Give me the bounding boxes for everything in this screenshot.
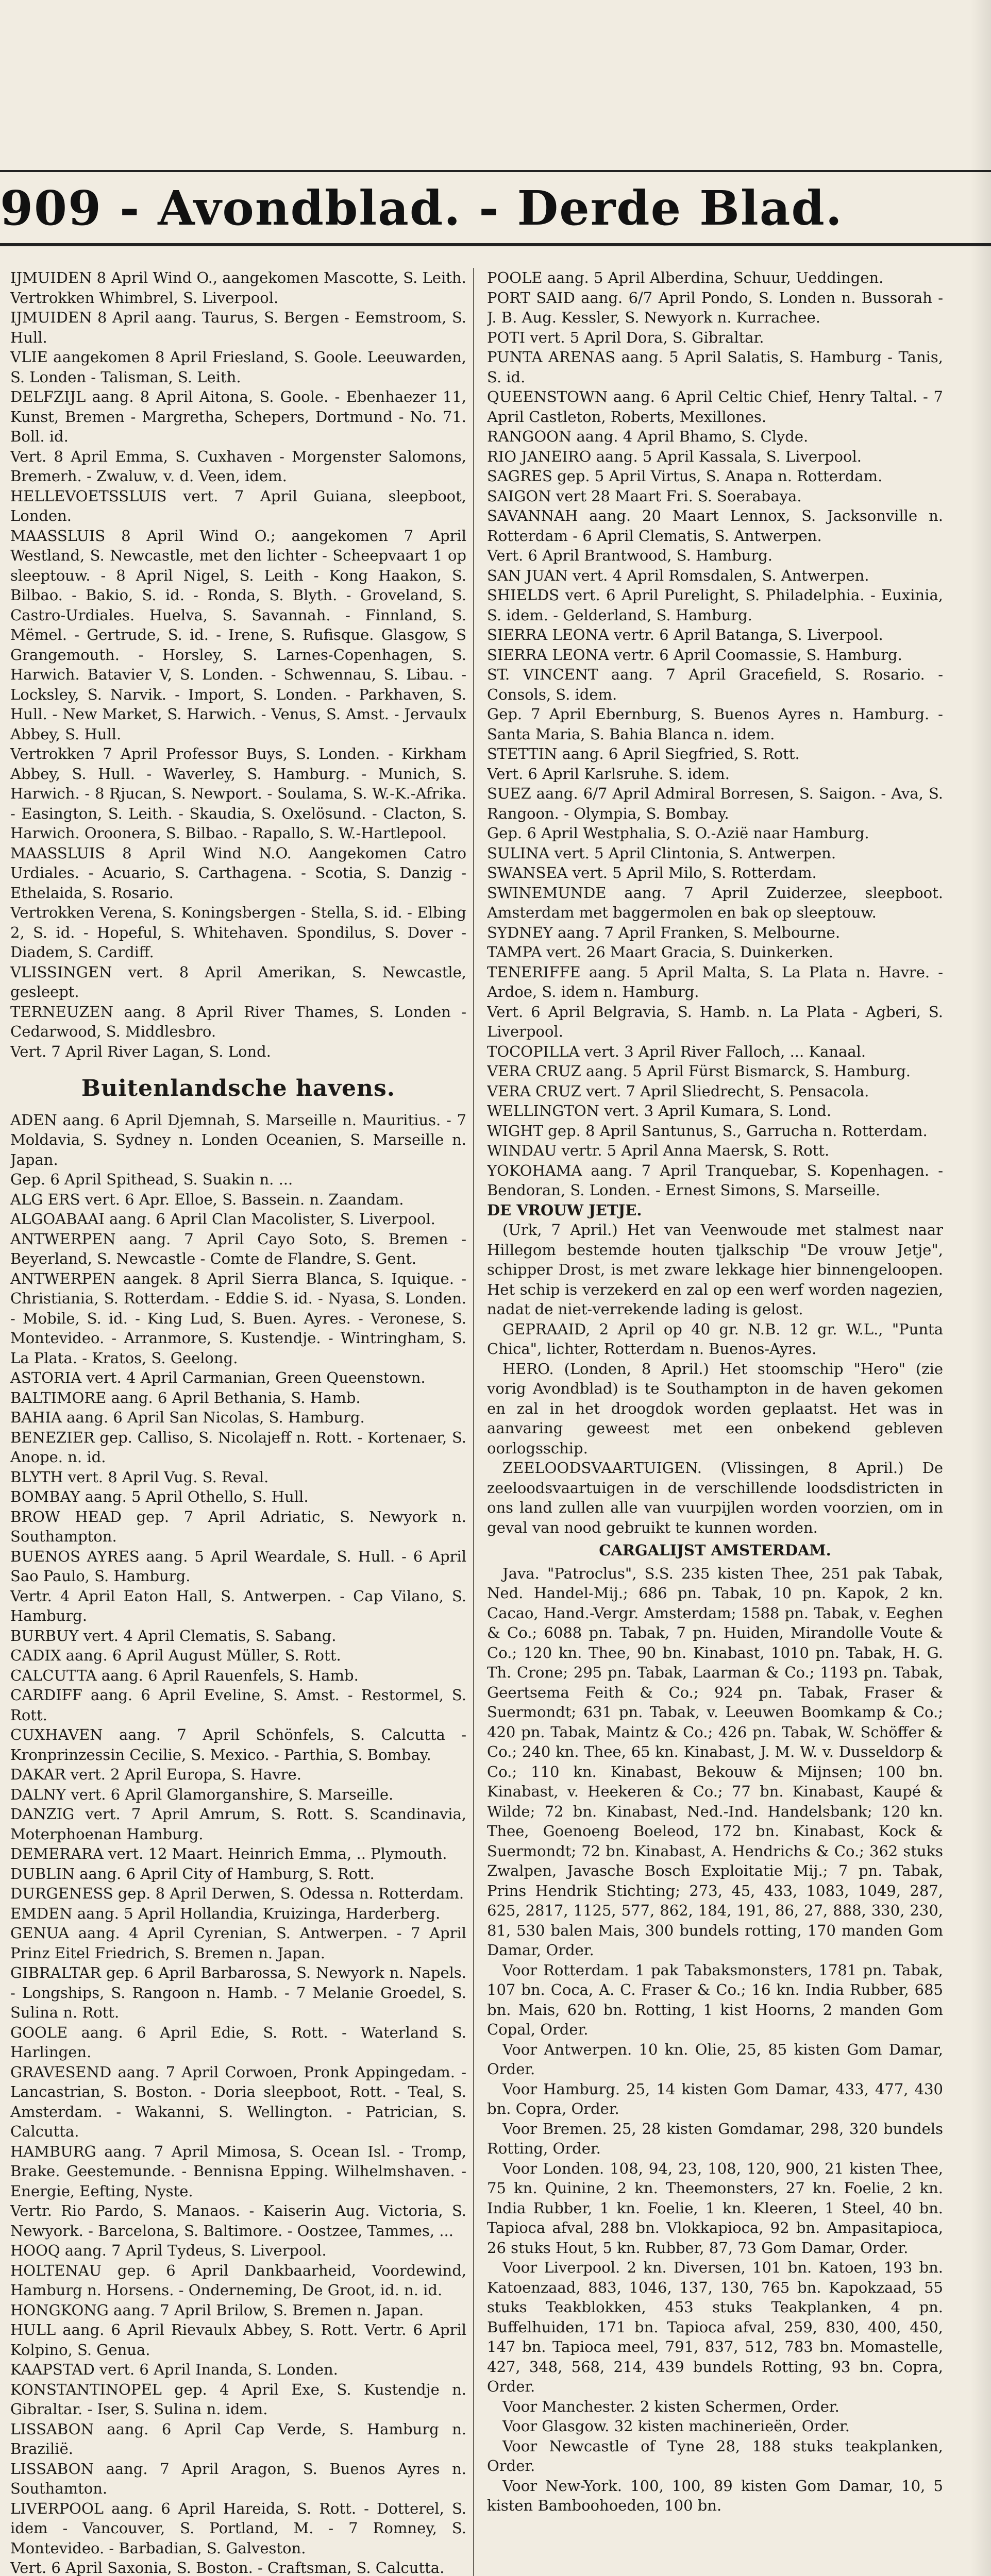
shipping-entry: DANZIG vert. 7 April Amrum, S. Rott. S. Scandinavia, Moterphoenan Hamburg. (10, 1805, 466, 1843)
shipping-entry: TOCOPILLA vert. 3 April River Falloch, ... Kanaal. (487, 1042, 866, 1060)
shipping-entry: KONSTANTINOPEL gep. 4 April Exe, S. Kustendje n. Gibraltar. - Iser, S. Sulina n. idem. (10, 2380, 466, 2418)
shipping-entry: ST. VINCENT aang. 7 April Gracefield, S. Rosario. - Consols, S. idem. (487, 666, 943, 703)
right-column (487, 268, 943, 2576)
shipping-entry: MAASSLUIS 8 April Wind N.O. Aangekomen Catro Urdiales. - Acuario, S. Carthagena. - Scotia, S. Danzig - Ethelaida, S. Rosario. (10, 844, 466, 902)
shipping-entry: YOKOHAMA aang. 7 April Tranquebar, S. Kopenhagen. - Bendoran, S. Londen. - Ernest Simons, S. Marseille. (487, 1161, 943, 1199)
shipping-entry: BAHIA aang. 6 April San Nicolas, S. Hamburg. (10, 1409, 365, 1426)
shipping-entry: PORT SAID aang. 6/7 April Pondo, S. Londen n. Bussorah - J. B. Aug. Kessler, S. Newyork n. Kurrachee. (487, 289, 943, 326)
shipping-entry: SAVANNAH aang. 20 Maart Lennox, S. Jacksonville n. Rotterdam - 6 April Clematis, S. Antwerpen. (487, 507, 943, 545)
page-title: 909 - Avondblad. - Derde Blad. (0, 180, 843, 236)
header-rule-top (0, 170, 991, 172)
shipping-entry: Vert. 6 April Saxonia, S. Boston. - Craftsman, S. Calcutta. (10, 2559, 445, 2576)
shipping-entry: Gep. 6 April Spithead, S. Suakin n. ... (10, 1171, 293, 1188)
news-paragraph: (Urk, 7 April.) Het van Veenwoude met stalmest naar Hillegom bestemde houten tjalkschip "De vrouw Jetje", schipper Drost, is met zware lekkage hier binnengeloopen. Het schip is verzekerd en zal op een werf worden nagezien, nadat de niet-verrekende lading is gelost. (487, 1221, 943, 1318)
shipping-entry: SIERRA LEONA vertr. 6 April Batanga, S. Liverpool. (487, 626, 883, 643)
shipping-entry: GIBRALTAR gep. 6 April Barbarossa, S. Newyork n. Napels. - Longships, S. Rangoon n. Hamb. - 7 Melanie Groedel, S. Sulina n. Rott. (10, 1964, 466, 2021)
shipping-entry: POOLE aang. 5 April Alberdina, Schuur, Ueddingen. (487, 269, 884, 286)
shipping-entry: Vertrokken Whimbrel, S. Liverpool. (10, 289, 279, 307)
shipping-entry: ASTORIA vert. 4 April Carmanian, Green Queenstown. (10, 1369, 426, 1386)
shipping-entry: WIGHT gep. 8 April Santunus, S., Garrucha n. Rotterdam. (487, 1122, 928, 1140)
shipping-entry: SAGRES gep. 5 April Virtus, S. Anapa n. Rotterdam. (487, 467, 883, 485)
shipping-entry: VERA CRUZ vert. 7 April Sliedrecht, S. Pensacola. (487, 1082, 869, 1100)
shipping-entry: SAN JUAN vert. 4 April Romsdalen, S. Antwerpen. (487, 566, 869, 584)
shipping-entry: HAMBURG aang. 7 April Mimosa, S. Ocean Isl. - Tromp, Brake. Geestemunde. - Bennisna Epping. Wilhelmshaven. - Energie, Eefting, Nyste. (10, 2142, 466, 2200)
shipping-entry: Vert. 6 April Karlsruhe. S. idem. (487, 765, 730, 783)
shipping-entry: SUEZ aang. 6/7 April Admiral Borresen, S. Saigon. - Ava, S. Rangoon. - Olympia, S. Bombay. (487, 785, 943, 822)
shipping-entry: STETTIN aang. 6 April Siegfried, S. Rott. (487, 745, 800, 762)
shipping-entry: TENERIFFE aang. 5 April Malta, S. La Plata n. Havre. - Ardoe, S. idem n. Hamburg. (487, 963, 943, 1001)
shipping-entry: SHIELDS vert. 6 April Purelight, S. Philadelphia. - Euxinia, S. idem. - Gelderland, S. Hamburg. (487, 586, 943, 624)
shipping-entry: POTI vert. 5 April Dora, S. Gibraltar. (487, 328, 764, 346)
shipping-entry: CADIX aang. 6 April August Müller, S. Rott. (10, 1647, 341, 1664)
shipping-entry: HOOQ aang. 7 April Tydeus, S. Liverpool. (10, 2242, 327, 2259)
shipping-entry: SWANSEA vert. 5 April Milo, S. Rotterdam. (487, 864, 817, 882)
news-paragraph: ZEELOODSVAARTUIGEN. (Vlissingen, 8 April.) De zeeloodsvaartuigen in de verschillende loodsdistricten in ons land zullen alle van vuurpijlen worden voorzien, om in geval van nood gebruikt te kunnen worden. (487, 1459, 943, 1536)
shipping-entry: SULINA vert. 5 April Clintonia, S. Antwerpen. (487, 844, 836, 862)
cargo-paragraph: Voor Hamburg. 25, 14 kisten Gom Damar, 433, 477, 430 bn. Copra, Order. (487, 2080, 943, 2117)
page-edge-shadow (970, 0, 991, 2576)
shipping-entry: TAMPA vert. 26 Maart Gracia, S. Duinkerken. (487, 943, 833, 961)
shipping-entry: Vert. 7 April River Lagan, S. Lond. (10, 1042, 271, 1060)
shipping-entry: DURGENESS gep. 8 April Derwen, S. Odessa n. Rotterdam. (10, 1885, 464, 1902)
shipping-entry: SAIGON vert 28 Maart Fri. S. Soerabaya. (487, 487, 802, 505)
shipping-entry: Vertrokken Verena, S. Koningsbergen - Stella, S. id. - Elbing 2, S. id. - Hopeful, S. Whitehaven. Spondilus, S. Dover - Diadem, S. Cardiff. (10, 904, 466, 961)
shipping-entry: EMDEN aang. 5 April Hollandia, Kruizinga, Harderberg. (10, 1904, 441, 1922)
shipping-entry: VLIE aangekomen 8 April Friesland, S. Goole. Leeuwarden, S. Londen - Talisman, S. Leith. (10, 348, 466, 386)
shipping-reports-domestic (10, 268, 466, 1061)
shipping-entry: IJMUIDEN 8 April Wind O., aangekomen Mascotte, S. Leith. (10, 269, 466, 286)
shipping-entry: VLISSINGEN vert. 8 April Amerikan, S. Newcastle, gesleept. (10, 963, 466, 1001)
shipping-entry: BALTIMORE aang. 6 April Bethania, S. Hamb. (10, 1388, 361, 1406)
shipping-entry: WELLINGTON vert. 3 April Kumara, S. Lond. (487, 1102, 832, 1120)
shipping-entry: BENEZIER gep. Calliso, S. Nicolajeff n. Rott. - Kortenaer, S. Anope. n. id. (10, 1428, 466, 1466)
shipping-entry: Vertr. 4 April Eaton Hall, S. Antwerpen. - Cap Vilano, S. Hamburg. (10, 1587, 466, 1624)
shipping-entry: Vertr. Rio Pardo, S. Manaos. - Kaiserin Aug. Victoria, S. Newyork. - Barcelona, S. Baltimore. - Oostzee, Tammes, ... (10, 2202, 466, 2240)
shipping-entry: Gep. 7 April Ebernburg, S. Buenos Ayres n. Hamburg. - Santa Maria, S. Bahia Blanca n. idem. (487, 705, 943, 743)
shipping-entry: ADEN aang. 6 April Djemnah, S. Marseille n. Mauritius. - 7 Moldavia, S. Sydney n. Londen Oceanien, S. Marseille n. Japan. (10, 1111, 466, 1168)
section-title-foreign-ports: Buitenlandsche havens. (81, 1075, 396, 1101)
shipping-entry: Vertrokken 7 April Professor Buys, S. Londen. - Kirkham Abbey, S. Hull. - Waverley, S. Hamburg. - Munich, S. Harwich. - 8 Rjucan, S. Newport. - Soulama, S. W.-K.-Afrika. - Easington, S. Leith. - Skaudia, S. Oxelösund. - Clacton, S. Harwich. Oroonera, S. Bilbao. - Rapallo, S. W.-Hartlepool. (10, 745, 466, 842)
cargo-paragraph: Java. "Patroclus", S.S. 235 kisten Thee, 251 pak Tabak, Ned. Handel-Mij.; 686 pn. Tabak, 10 pn. Kapok, 2 kn. Cacao, Hand.-Vergr. Amsterdam; 1588 pn. Tabak, v. Eeghen & Co.; 6088 pn. Tabak, 7 pn. Huiden, Mirandolle Voute & Co.; 120 kn. Thee, 90 bn. Kinabast, 1010 pn. Tabak, H. G. Th. Crone; 295 pn. Tabak, Laarman & Co.; 1193 pn. Tabak, Geertsema Feith & Co.; 924 pn. Tabak, Fraser & Suermondt; 631 pn. Tabak, v. Leeuwen Boomkamp & Co.; 420 pn. Tabak, Maintz & Co.; 426 pn. Tabak, W. Schöffer & Co.; 240 kn. Thee, 65 kn. Kinabast, J. M. W. v. Dusseldorp & Co.; 110 kn. Kinabast, Bekouw & Mijnsen; 100 bn. Kinabast, v. Heekeren & Co.; 77 bn. Kinabast, Kaupé & Wilde; 72 bn. Kinabast, Ned.-Ind. Handelsbank; 120 kn. Thee, Goenoeng Boeleod, 172 bn. Kinabast, Kock & Suermondt; 72 bn. Kinabast, A. Hendrichs & Co.; 362 stuks Zwalpen, Javasche Bosch Exploitatie Mij.; 7 pn. Tabak, Prins Hendrik Stichting; 273, 45, 433, 1083, 1049, 287, 625, 2817, 1125, 577, 862, 184, 191, 86, 27, 888, 330, 230, 81, 530 balen Mais, 300 bundels rotting, 170 manden Gom Damar, Order. (487, 1564, 943, 1959)
shipping-entry: DELFZIJL aang. 8 April Aitona, S. Goole. - Ebenhaezer 11, Kunst, Bremen - Margretha, Schepers, Dortmund - No. 71. Boll. id. (10, 388, 466, 445)
cargo-list (487, 1564, 943, 2516)
shipping-entry: ANTWERPEN aangek. 8 April Sierra Blanca, S. Iquique. - Christiania, S. Rotterdam. - Eddie S. id. - Nyasa, S. Londen. - Mobile, S. id. - King Lud, S. Buen. Ayres. - Veronese, S. Montevideo. - Arranmore, S. Kustendje. - Wintringham, S. La Plata. - Kratos, S. Geelong. (10, 1269, 466, 1367)
cargo-paragraph: Voor New-York. 100, 100, 89 kisten Gom Damar, 10, 5 kisten Bamboohoeden, 100 bn. (487, 2477, 943, 2514)
shipping-entry: DEMERARA vert. 12 Maart. Heinrich Emma, .. Plymouth. (10, 1845, 447, 1862)
shipping-entry: CARDIFF aang. 6 April Eveline, S. Amst. - Restormel, S. Rott. (10, 1686, 466, 1724)
shipping-entry: HELLEVOETSSLUIS vert. 7 April Guiana, sleepboot, Londen. (10, 487, 466, 524)
shipping-entry: GRAVESEND aang. 7 April Corwoen, Pronk Appingedam. - Lancastrian, S. Boston. - Doria sleepboot, Rott. - Teal, S. Amsterdam. - Wakanni, S. Wellington. - Patrician, S. Calcutta. (10, 2063, 466, 2140)
shipping-entry: LISSABON aang. 6 April Cap Verde, S. Hamburg n. Brazilië. (10, 2420, 466, 2458)
shipping-entry: HONGKONG aang. 7 April Brilow, S. Bremen n. Japan. (10, 2301, 424, 2319)
shipping-entry: Gep. 6 April Westphalia, S. O.-Azië naar Hamburg. (487, 824, 869, 842)
shipping-entry: CUXHAVEN aang. 7 April Schönfels, S. Calcutta - Kronprinzessin Cecilie, S. Mexico. - Parthia, S. Bombay. (10, 1726, 466, 1764)
shipping-entry: BROW HEAD gep. 7 April Adriatic, S. Newyork n. Southampton. (10, 1507, 466, 1545)
shipping-entry: RIO JANEIRO aang. 5 April Kassala, S. Liverpool. (487, 447, 862, 465)
column-divider (473, 268, 474, 2576)
shipping-entry: SWINEMUNDE aang. 7 April Zuiderzee, sleepboot. Amsterdam met baggermolen en bak op sleeptouw. (487, 884, 943, 921)
shipping-entry: BOMBAY aang. 5 April Othello, S. Hull. (10, 1488, 309, 1505)
vrouw-jetje-article (487, 1200, 943, 1221)
shipping-reports-foreign (10, 1110, 466, 2576)
shipping-entry: BURBUY vert. 4 April Clematis, S. Sabang. (10, 1626, 337, 1645)
shipping-entry: KAAPSTAD vert. 6 April Inanda, S. Londen. (10, 2361, 338, 2378)
shipping-entry: GOOLE aang. 6 April Edie, S. Rott. - Waterland S. Harlingen. (10, 2023, 466, 2061)
header-rule-bottom (0, 243, 991, 246)
shipping-entry: SIERRA LEONA vertr. 6 April Coomassie, S. Hamburg. (487, 646, 902, 664)
cargo-paragraph: Voor Liverpool. 2 kn. Diversen, 101 bn. Katoen, 193 bn. Katoenzaad, 883, 1046, 137, 130, 765 bn. Kapokzaad, 55 stuks Teakblokken, 453 stuks Teakplanken, 4 pn. Buffelhuiden, 171 bn. Tapioca afval, 259, 830, 400, 450, 147 bn. Tapioca meel, 791, 837, 512, 783 bn. Momastelle, 427, 348, 568, 214, 439 bundels Rotting, 93 bn. Copra, Order. (487, 2259, 943, 2395)
cargo-paragraph: Voor Newcastle of Tyne 28, 188 stuks teakplanken, Order. (487, 2437, 943, 2475)
shipping-entry: Vert. 6 April Belgravia, S. Hamb. n. La Plata - Agberi, S. Liverpool. (487, 1003, 943, 1040)
news-paragraph: GEPRAAID, 2 April op 40 gr. N.B. 12 gr. W.L., "Punta Chica", lichter, Rotterdam n. Buenos-Ayres. (487, 1320, 943, 1358)
shipping-entry: SYDNEY aang. 7 April Franken, S. Melbourne. (487, 923, 841, 941)
cargo-paragraph: Voor Londen. 108, 94, 23, 108, 120, 900, 21 kisten Thee, 75 kn. Quinine, 2 kn. Theemonsters, 27 kn. Foelie, 2 kn. India Rubber, 1 kn. Foelie, 1 kn. Kleeren, 1 Steel, 40 bn. Tapioca afval, 288 bn. Vlokkapioca, 92 bn. Ampasitapioca, 26 stuks Hout, 5 kn. Rubber, 87, 73 Gom Damar, Order. (487, 2159, 943, 2257)
shipping-entry: ALG ERS vert. 6 Apr. Elloe, S. Bassein. n. Zaandam. (10, 1190, 404, 1208)
cargo-paragraph: Voor Manchester. 2 kisten Schermen, Order. (502, 2397, 839, 2415)
shipping-entry: ANTWERPEN aang. 7 April Cayo Soto, S. Bremen - Beyerland, S. Newcastle - Comte de Flandre, S. Gent. (10, 1230, 466, 1267)
shipping-entry: WINDAU vertr. 5 April Anna Maersk, S. Rott. (487, 1142, 830, 1159)
cargo-paragraph: Voor Antwerpen. 10 kn. Olie, 25, 85 kisten Gom Damar, Order. (487, 2040, 943, 2078)
left-column (10, 268, 466, 2576)
shipping-entry: MAASSLUIS 8 April Wind O.; aangekomen 7 April Westland, S. Newcastle, met den lichter - Scheepvaart 1 op sleeptouw. - 8 April Nigel, S. Leith - Kong Haakon, S. Bilbao. - Bakio, S. id. - Ronda, S. Blyth. - Groveland, S. Castro-Urdiales. Huelva, S. Savannah. - Finnland, S. Mëmel. - Gertrude, S. id. - Irene, S. Rufisque. Glasgow, S Grangemouth. - Horsley, S. Larnes-Copenhagen, S. Harwich. Batavier V, S. Londen. - Schwennau, S. Libau. - Locksley, S. Narvik. - Import, S. Londen. - Parkhaven, S. Hull. - New Market, S. Harwich. - Venus, S. Amst. - Jervaulx Abbey, S. Hull. (10, 527, 466, 743)
shipping-entry: IJMUIDEN 8 April aang. Taurus, S. Bergen - Eemstroom, S. Hull. (10, 309, 466, 346)
shipping-entry: BUENOS AYRES aang. 5 April Weardale, S. Hull. - 6 April Sao Paulo, S. Hamburg. (10, 1547, 466, 1585)
vrouw-jetje-title: DE VROUW JETJE. (487, 1201, 642, 1219)
shipping-reports-foreign-continued (487, 268, 943, 1200)
cargo-paragraph: Voor Glasgow. 32 kisten machinerieën, Order. (502, 2417, 850, 2435)
news-paragraph: HERO. (Londen, 8 April.) Het stoomschip "Hero" (zie vorig Avondblad) is te Southampton in de haven gekomen en zal in het droogdok worden geplaatst. Het was in aanvaring geweest met een onbekend gebleven oorlogsschip. (487, 1360, 943, 1457)
page-header (0, 170, 991, 247)
shipping-entry: RANGOON aang. 4 April Bhamo, S. Clyde. (487, 428, 809, 445)
shipping-entry: TERNEUZEN aang. 8 April River Thames, S. Londen - Cedarwood, S. Middlesbro. (10, 1003, 466, 1040)
shipping-entry: DAKAR vert. 2 April Europa, S. Havre. (10, 1766, 301, 1783)
shipping-entry: Vert. 8 April Emma, S. Cuxhaven - Morgenster Salomons, Bremerh. - Zwaluw, v. d. Veen, idem. (10, 447, 466, 485)
cargalijst-title: CARGALIJST AMSTERDAM. (599, 1541, 831, 1559)
shipping-entry: VERA CRUZ aang. 5 April Fürst Bismarck, S. Hamburg. (487, 1062, 911, 1080)
shipping-entry: CALCUTTA aang. 6 April Rauenfels, S. Hamb. (10, 1666, 359, 1684)
shipping-entry: LISSABON aang. 7 April Aragon, S. Buenos Ayres n. Southamton. (10, 2460, 466, 2497)
shipping-entry: Vert. 6 April Brantwood, S. Hamburg. (487, 547, 772, 564)
shipping-entry: BLYTH vert. 8 April Vug. S. Reval. (10, 1468, 269, 1486)
shipping-entry: HULL aang. 6 April Rievaulx Abbey, S. Rott. Vertr. 6 April Kolpino, S. Genua. (10, 2321, 466, 2359)
cargo-paragraph: Voor Rotterdam. 1 pak Tabaksmonsters, 1781 pn. Tabak, 107 bn. Coca, A. C. Fraser & Co.; 16 kn. India Rubber, 685 bn. Mais, 620 bn. Rotting, 1 kist Hoorns, 2 manden Gom Copal, Order. (487, 1961, 943, 2038)
shipping-entry: PUNTA ARENAS aang. 5 April Salatis, S. Hamburg - Tanis, S. id. (487, 348, 943, 386)
shipping-entry: DALNY vert. 6 April Glamorganshire, S. Marseille. (10, 1785, 394, 1803)
cargo-paragraph: Voor Bremen. 25, 28 kisten Gomdamar, 298, 320 bundels Rotting, Order. (487, 2120, 943, 2157)
news-items (487, 1220, 943, 1537)
shipping-entry: LIVERPOOL aang. 6 April Hareida, S. Rott. - Dotterel, S. idem - Vancouver, S. Portland, M. - 7 Romney, S. Montevideo. - Barbadian, S. Galveston. (10, 2499, 466, 2557)
shipping-entry: GENUA aang. 4 April Cyrenian, S. Antwerpen. - 7 April Prinz Eitel Friedrich, S. Bremen n. Japan. (10, 1924, 466, 1962)
shipping-entry: QUEENSTOWN aang. 6 April Celtic Chief, Henry Taltal. - 7 April Castleton, Roberts, Mexillones. (487, 388, 943, 426)
shipping-entry: ALGOABAAI aang. 6 April Clan Macolister, S. Liverpool. (10, 1210, 435, 1228)
shipping-entry: DUBLIN aang. 6 April City of Hamburg, S. Rott. (10, 1865, 375, 1883)
shipping-entry: HOLTENAU gep. 6 April Dankbaarheid, Voordewind, Hamburg n. Horsens. - Onderneming, De Groot, id. n. id. (10, 2261, 466, 2299)
